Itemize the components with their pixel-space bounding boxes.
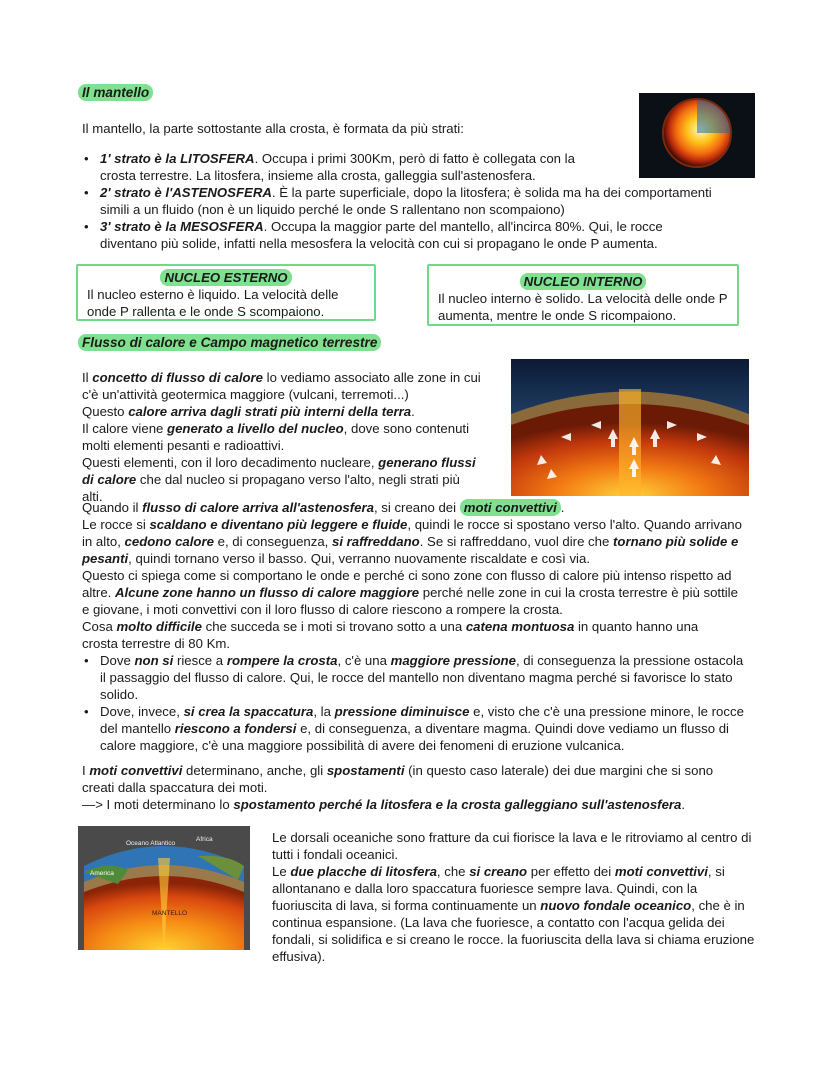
text-run: Dove [100,653,135,668]
text-run: Dove, invece, [100,704,184,719]
heading-mantle-text: Il mantello [78,84,153,101]
heat-paragraph-10 [82,796,748,813]
mantle-layers-list [82,150,622,184]
text-run: non si [134,653,174,668]
label-mantle: MANTELLO [152,910,188,917]
text-run: catena montuosa [465,619,575,634]
outer-core-box [76,264,376,321]
text-run: in quanto hanno una crosta terrestre di 80 Km. [82,619,699,651]
text-run: Questo ci spiega come si comportano le onde e perché ci sono zone con flusso di calore più intenso rispetto ad altre. [82,568,732,600]
text-run: e, di conseguenza, [213,534,332,549]
text-run: I [82,763,90,778]
text-run: , di conseguenza la pressione ostacola il passaggio del flusso di calore. Qui, le rocce del mantello non diventano magma perché si favorisce lo stato solido. [100,653,744,702]
label-africa: Africa [196,836,213,843]
heat-body-block [82,499,748,754]
text-run: determinano, anche, gli [182,763,327,778]
text-run: Alcune zone hanno un flusso di calore maggiore [114,585,420,600]
list-item: • 1' strato è la LITOSFERA. Occupa i primi 300Km, però di fatto è collegata con la crosta terrestre. La litosfera, insieme alla crosta, galleggia sull'astenosfera. [82,150,600,184]
text-run: perché nelle zone in cui la crosta terrestre è più sottile e giovane, i moti convettivi con il loro flusso di calore riescono a rompere la crosta. [82,585,738,617]
text-run: generano flussi di calore [82,455,476,487]
label-ocean: Oceano Atlantico [126,840,176,847]
text-run: si creano [469,864,528,879]
heat-paragraph-4 [82,454,482,505]
ridges-paragraph-1: Le dorsali oceaniche sono fratture da cui fiorisce la lava e le ritroviamo al centro di tutti i fondali oceanici. [272,830,752,862]
text-run: lo vediamo associato alle zone in cui c'è un'attività geotermica maggiore (vulcani, terremoti...) [82,370,481,402]
text-run: che succeda se i moti si trovano sotto a una [201,619,466,634]
text-run: per effetto dei [527,864,615,879]
text-run: . [681,797,686,812]
label-america: America [90,870,114,877]
text-run: , si allontanano e dalla loro spaccatura fuoriesce sempre lava. Quindi, con la fuoriuscita di lava, si forma continuamente un [272,864,725,913]
heat-paragraph-9 [82,762,748,796]
text-run: maggiore pressione [390,653,516,668]
mantle-layers-list-2 [82,184,742,252]
text-run: riesce a [173,653,227,668]
text-run: flusso di calore arriva all'astenosfera [142,500,374,515]
inner-core-box [427,264,739,326]
text-run: . Se si raffreddano, vuol dire che [419,534,613,549]
text-run: rompere la crosta [226,653,338,668]
text-run: Questi elementi, con il loro decadimento nucleare, [82,455,379,470]
text-run: nuovo fondale oceanico [540,898,692,913]
text-run: e, visto che c'è una pressione minore, le rocce del mantello [100,704,744,736]
text-run: si crea la spaccatura [183,704,314,719]
text-run: , dove sono contenuti molti elementi pesanti e radioattivi. [82,421,470,453]
inner-core-title: NUCLEO INTERNO [520,273,647,290]
inner-core-text: Il nucleo interno è solido. La velocità delle onde P aumenta, mentre le onde S ricompaiono. [438,291,728,323]
text-run: . [560,500,565,515]
heat-intro-block [82,369,482,505]
section-heading-heat [78,334,381,351]
text-run: , che è in continua espansione. (La lava che fuoriesce, a contatto con l'acqua gelida dei fondali, si solidifica e si creano le rocce. la fuoriuscita della lava si chiama eruzione effusiva). [272,898,755,964]
text-run: spostamenti [326,763,405,778]
text-run: due placche di litosfera [290,864,437,879]
list-item: • 2' strato è l'ASTENOSFERA. È la parte superficiale, dopo la litosfera; è solida ma ha dei comportamenti simili a un fluido (non è un liquido perché le onde S rallentano non scompaiono) [82,184,742,218]
heat-paragraph-8 [82,618,722,652]
text-run: che dal nucleo si propagano verso l'alto, negli strati più alti. [82,472,460,504]
text-run: Il calore viene [82,421,168,436]
heat-paragraph-3 [82,420,482,454]
heat-paragraph-1 [82,369,482,403]
pressure-list [82,652,748,754]
text-run: , c'è una [337,653,391,668]
text-run: riescono a fondersi [174,721,297,736]
outer-core-text: Il nucleo esterno è liquido. La velocità delle onde P rallenta e le onde S scompaiono. [87,287,339,319]
text-run: moti convettivi [89,763,183,778]
text-run: Il [82,370,93,385]
text-run: generato a livello del nucleo [167,421,344,436]
outer-core-title: NUCLEO ESTERNO [160,269,291,286]
heat-paragraph-2 [82,403,482,420]
text-run: , si creano dei [373,500,460,515]
text-run: moti convettivi [614,864,708,879]
text-run: , quindi tornano verso il basso. Qui, verranno nuovamente riscaldate e così via. [128,551,590,566]
text-run: calore arriva dagli strati più interni della terra [128,404,412,419]
section-heading-mantle [78,84,153,101]
ridges-block [272,829,756,965]
text-run: —> I moti determinano lo [82,797,234,812]
list-item [82,703,748,754]
displacement-block [82,762,748,813]
heat-paragraph-7 [82,567,748,618]
text-run: tornano più solide e pesanti [82,534,739,566]
text-run: Le rocce si [82,517,150,532]
text-run: si raffreddano [332,534,420,549]
text-run: , la [313,704,335,719]
text-run: cedono calore [124,534,214,549]
text-run: , che [436,864,470,879]
text-run: . [411,404,415,419]
text-run: concetto di flusso di calore [92,370,264,385]
convective-motions-highlight: moti convettivi [460,499,561,516]
mantle-intro: Il mantello, la parte sottostante alla crosta, è formata da più strati: [82,121,464,136]
text-run: Questo [82,404,129,419]
text-run: pressione diminuisce [334,704,470,719]
heat-paragraph-5 [82,499,748,516]
text-run: , quindi le rocce si spostano verso l'alto. Quando arrivano in alto, [82,517,742,549]
list-item: • 3' strato è la MESOSFERA. Occupa la maggior parte del mantello, all'incirca 80%. Qui, le rocce diventano più solide, infatti nella mesosfera la velocità con cui si propagano le onde P aumenta. [82,218,700,252]
text-run: e, di conseguenza, a diventare magma. Quindi dove vediamo un flusso di calore maggiore, c'è una maggiore possibilità di avere dei fenomeni di eruzione vulcanica. [100,721,729,753]
heat-paragraph-6 [82,516,748,567]
convection-image [511,359,749,496]
heading-heat-text: Flusso di calore e Campo magnetico terrestre [78,334,381,351]
text-run: molto difficile [116,619,202,634]
list-item [82,652,748,703]
ridges-paragraph-2 [272,863,756,965]
text-run: Le [272,864,291,879]
text-run: scaldano e diventano più leggere e fluide [149,517,408,532]
earth-core-image [639,93,755,178]
text-run: spostamento perché la litosfera e la crosta galleggiano sull'astenosfera [233,797,682,812]
text-run: Cosa [82,619,117,634]
text-run: Quando il [82,500,143,515]
text-run: (in questo caso laterale) dei due margini che si sono creati dalla spaccatura dei moti. [82,763,714,795]
ocean-ridge-image [78,826,250,950]
